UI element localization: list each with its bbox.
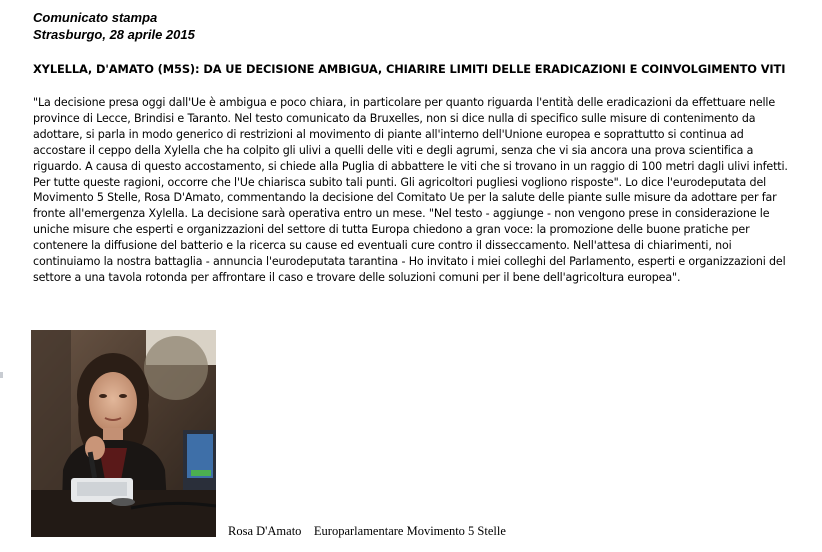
place-date: Strasburgo, 28 aprile 2015 [33,27,195,42]
press-release-label: Comunicato stampa [33,10,158,25]
margin-marker [0,372,3,378]
portrait-photo [31,330,216,537]
headline: XYLELLA, D'AMATO (M5S): DA UE DECISIONE AMBIGUA, CHIARIRE LIMITI DELLE ERADICAZIONI E COINVOLGIMENTO VITI [33,62,786,76]
portrait-illustration [31,330,216,537]
press-release-header [33,9,195,43]
photo-caption: Rosa D'Amato Europarlamentare Movimento 5 Stelle [228,524,506,538]
body-text: "La decisione presa oggi dall'Ue è ambigua e poco chiara, in particolare per quanto riguarda l'entità delle eradicazioni da effettuare nelle province di Lecce, Brindisi e Taranto. Nel testo comunicato da Bruxelles, non si dice nulla di specifico sulle misure di contenimento da adottare, si parla in modo generico di restrizioni al movimento di piante all'interno dell'Unione europea e soprattutto si continua ad accostare il ceppo della Xylella che ha colpito gli ulivi a quelli delle viti e degli agrumi, senza che vi sia ancora una prova scientifica a riguardo. A causa di questo accostamento, si chiede alla Puglia di abbattere le viti che si trovano in un raggio di 100 metri dagli ulivi infetti. Per tutte queste ragioni, occorre che l'Ue chiarisca subito tali punti. Gli agricoltori pugliesi vogliono risposte". Lo dice l'eurodeputata del Movimento 5 Stelle, Rosa D'Amato, commentando la decisione del Comitato Ue per la salute delle piante sulle misure da adottare per far fronte all'emergenza Xylella. La decisione sarà operativa entro un mese. "Nel testo - aggiunge - non vengono prese in considerazione le uniche misure che esperti e organizzazioni del settore di tutta Europa chiedono a gran voce: la promozione delle buone pratiche per contenere la diffusione del batterio e la ricerca su cause ed eventuali cure contro il disseccamento. Nell'attesa di chiarimenti, noi continuiamo la nostra battaglia - annuncia l'eurodeputata tarantina - Ho invitato i miei colleghi del Parlamento, esperti e organizzazioni del settore a una tavola rotonda per affrontare il caso e trovare delle soluzioni comuni per il bene dell'agricoltura europea". [33,96,788,284]
